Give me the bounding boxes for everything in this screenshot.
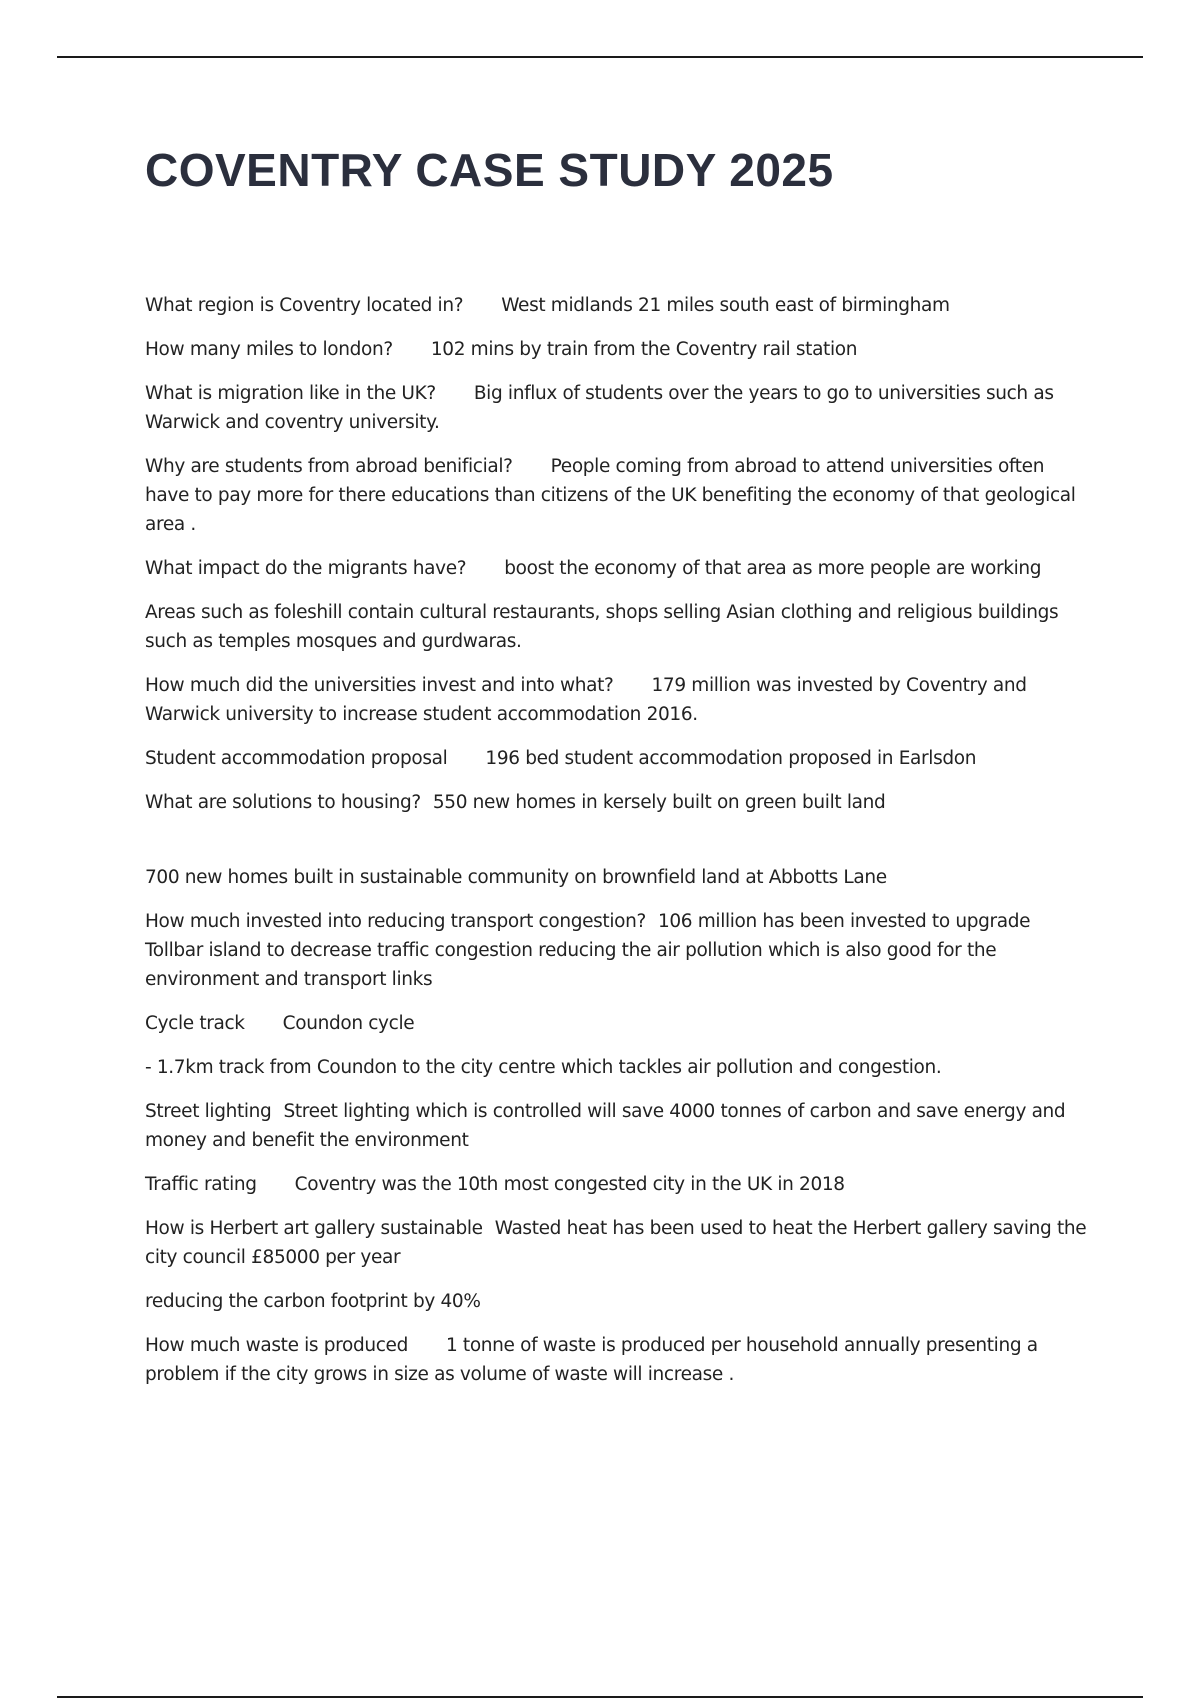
bottom-rule xyxy=(57,1696,1143,1698)
qa-entry xyxy=(145,379,1090,437)
question: Why are students from abroad benificial? xyxy=(145,456,513,477)
qa-entry xyxy=(145,1331,1090,1389)
answer: - 1.7km track from Coundon to the city centre which tackles air pollution and congestion. xyxy=(145,1057,942,1078)
answer: boost the economy of that area as more people are working xyxy=(504,558,1042,579)
question: What are solutions to housing? xyxy=(145,792,421,813)
question: Street lighting xyxy=(145,1101,272,1122)
qa-entry xyxy=(145,554,1090,583)
qa-entry xyxy=(145,907,1090,994)
answer: 102 mins by train from the Coventry rail station xyxy=(430,339,858,360)
answer: reducing the carbon footprint by 40% xyxy=(145,1291,481,1312)
question: What impact do the migrants have? xyxy=(145,558,467,579)
answer: People coming from abroad to attend universities often have to pay more for there educations than citizens of the UK benefiting the economy of that geological area . xyxy=(145,456,1076,535)
top-rule xyxy=(57,56,1143,58)
question: How is Herbert art gallery sustainable xyxy=(145,1218,483,1239)
answer: Street lighting which is controlled will save 4000 tonnes of carbon and save energy and money and benefit the environment xyxy=(145,1101,1066,1151)
answer: 550 new homes in kersely built on green built land xyxy=(432,792,886,813)
qa-entry xyxy=(145,744,1090,773)
question: Cycle track xyxy=(145,1013,245,1034)
question: How much waste is produced xyxy=(145,1335,408,1356)
question: How much invested into reducing transport congestion? xyxy=(145,911,646,932)
note-paragraph xyxy=(145,863,1090,892)
answer: 196 bed student accommodation proposed in Earlsdon xyxy=(485,748,977,769)
qa-entry xyxy=(145,1009,1090,1038)
answer: 1 tonne of waste is produced per household annually presenting a problem if the city grows in size as volume of waste will increase . xyxy=(145,1335,1038,1385)
qa-entry xyxy=(145,1214,1090,1272)
answer: Coventry was the 10th most congested city in the UK in 2018 xyxy=(294,1174,845,1195)
page-title: COVENTRY CASE STUDY 2025 xyxy=(145,144,834,196)
question: How much did the universities invest and into what? xyxy=(145,675,614,696)
answer: Areas such as foleshill contain cultural restaurants, shops selling Asian clothing and religious buildings such as temples mosques and gurdwaras. xyxy=(145,602,1059,652)
document-body xyxy=(145,291,1090,1404)
question: What is migration like in the UK? xyxy=(145,383,436,404)
qa-entry xyxy=(145,788,1090,817)
question: Traffic rating xyxy=(145,1174,257,1195)
answer: Coundon cycle xyxy=(282,1013,415,1034)
qa-entry xyxy=(145,1170,1090,1199)
answer: 106 million has been invested to upgrade Tollbar island to decrease traffic congestion reducing the air pollution which is also good for the environment and transport links xyxy=(145,911,1031,990)
qa-entry xyxy=(145,671,1090,729)
note-paragraph xyxy=(145,1287,1090,1316)
question: How many miles to london? xyxy=(145,339,393,360)
note-paragraph xyxy=(145,1053,1090,1082)
answer: 179 million was invested by Coventry and Warwick university to increase student accommodation 2016. xyxy=(145,675,1027,725)
qa-entry xyxy=(145,335,1090,364)
answer: Big influx of students over the years to go to universities such as Warwick and coventry university. xyxy=(145,383,1054,433)
note-paragraph xyxy=(145,598,1090,656)
answer: Wasted heat has been used to heat the Herbert gallery saving the city council £85000 per year xyxy=(145,1218,1087,1268)
qa-entry xyxy=(145,291,1090,320)
qa-entry xyxy=(145,1097,1090,1155)
answer: West midlands 21 miles south east of birmingham xyxy=(501,295,950,316)
qa-entry xyxy=(145,452,1090,539)
question: What region is Coventry located in? xyxy=(145,295,464,316)
answer: 700 new homes built in sustainable community on brownfield land at Abbotts Lane xyxy=(145,867,887,888)
question: Student accommodation proposal xyxy=(145,748,448,769)
